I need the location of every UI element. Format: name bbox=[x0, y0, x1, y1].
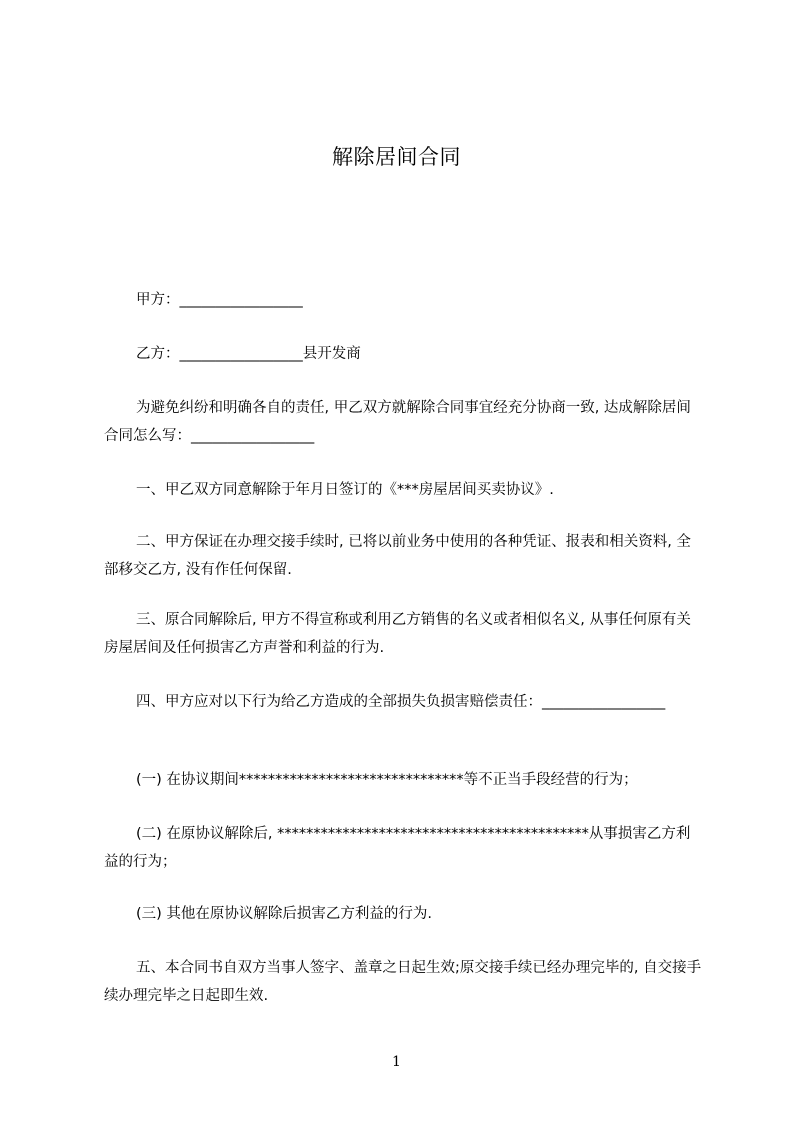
clause-4-item-1: (一) 在协议期间*******************************等不正当手段经营的行为； bbox=[136, 772, 638, 788]
clause-5: 五、本合同书自双方当事人签字、盖章之日起生效;原交接手续已经办理完毕的, 自交接手续办理完毕之日起即生效. bbox=[104, 960, 702, 1004]
party-a-line: 甲方：_________________ bbox=[136, 292, 303, 308]
intro-paragraph: 为避免纠纷和明确各自的责任, 甲乙双方就解除合同事宜经充分协商一致, 达成解除居间合同怎么写：_________________ bbox=[104, 400, 691, 444]
clause-4-item-3: (三) 其他在原协议解除后损害乙方利益的行为. bbox=[136, 906, 433, 922]
clause-1: 一、甲乙双方同意解除于年月日签订的《***房屋居间买卖协议》. bbox=[136, 482, 554, 498]
document-title: 解除居间合同 bbox=[332, 145, 461, 169]
page-number: 1 bbox=[392, 1054, 401, 1070]
clause-4-item-2: (二) 在原协议解除后, *******************************************从事损害乙方利益的行为； bbox=[104, 826, 691, 870]
clause-2: 二、甲方保证在办理交接手续时, 已将以前业务中使用的各种凭证、报表和相关资料, 全部移交乙方, 没有作任何保留. bbox=[104, 534, 691, 578]
clause-3: 三、原合同解除后, 甲方不得宣称或利用乙方销售的名义或者相似名义, 从事任何原有关房屋居间及任何损害乙方声誉和利益的行为. bbox=[104, 612, 691, 656]
party-b-line: 乙方：_________________县开发商 bbox=[136, 346, 361, 362]
clause-4: 四、甲方应对以下行为给乙方造成的全部损失负损害赔偿责任：_________________ bbox=[136, 694, 666, 710]
